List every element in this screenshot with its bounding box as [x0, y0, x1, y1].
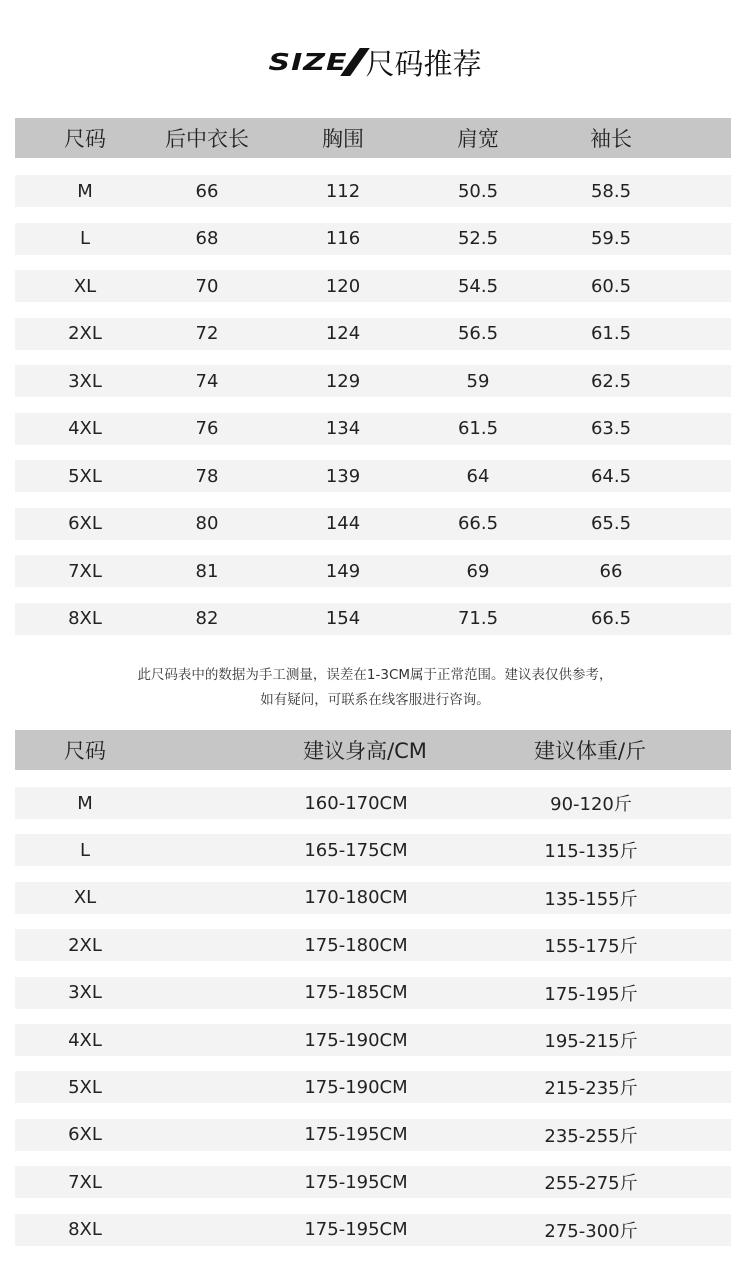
- sleeve-cell: 65.5: [590, 513, 632, 534]
- recommendation-row: [15, 1214, 731, 1246]
- size-cell: 6XL: [68, 513, 102, 534]
- back-length-cell: 74: [195, 370, 219, 392]
- size-cell: L: [79, 228, 91, 249]
- chest-cell: 144: [325, 513, 361, 534]
- measurements-row: [15, 365, 731, 397]
- back-length-cell: 80: [195, 513, 219, 534]
- back-length-cell: 82: [195, 608, 219, 629]
- size-cell: 4XL: [68, 1029, 102, 1051]
- height-cell: 175-180CM: [304, 934, 408, 956]
- header-shoulder: 肩宽: [457, 127, 499, 151]
- size-cell: XL: [73, 275, 97, 297]
- weight-cell: 255-275斤: [544, 1173, 638, 1195]
- weight-cell: 90-120斤: [550, 794, 632, 815]
- shoulder-cell: 52.5: [457, 228, 499, 249]
- recommendation-header-row: [15, 730, 731, 770]
- chest-cell: 112: [325, 180, 361, 202]
- chest-cell: 134: [325, 418, 361, 439]
- height-cell: 175-190CM: [304, 1076, 408, 1098]
- height-cell: 170-180CM: [304, 887, 408, 909]
- shoulder-cell: 59: [466, 370, 490, 392]
- recommendation-row: [15, 834, 731, 866]
- size-cell: 7XL: [68, 560, 102, 582]
- chest-cell: 124: [325, 323, 361, 344]
- weight-cell: 235-255斤: [544, 1125, 638, 1147]
- recommendation-row: [15, 1119, 731, 1151]
- size-cell: 6XL: [68, 1124, 102, 1146]
- height-cell: 175-195CM: [304, 1124, 408, 1146]
- measurements-row: [15, 555, 731, 587]
- size-cell: 3XL: [68, 982, 102, 1004]
- shoulder-cell: 50.5: [457, 180, 499, 202]
- size-cell: L: [79, 839, 91, 861]
- header-size: 尺码: [64, 127, 106, 151]
- note-line-2: 如有疑问，可联系在线客服进行咨询。: [260, 692, 490, 708]
- sleeve-cell: 60.5: [590, 275, 632, 297]
- weight-cell: 275-300斤: [544, 1220, 638, 1242]
- shoulder-cell: 54.5: [457, 275, 499, 297]
- shoulder-cell: 71.5: [457, 608, 499, 629]
- weight-cell: 135-155斤: [544, 888, 638, 910]
- recommendation-row: [15, 1024, 731, 1056]
- recommendation-row: [15, 787, 731, 819]
- recommendation-row: [15, 1166, 731, 1198]
- sleeve-cell: 66: [599, 560, 623, 582]
- title-text: 尺码推荐: [365, 46, 482, 81]
- page-title: [0, 40, 750, 84]
- height-cell: 175-195CM: [304, 1171, 408, 1193]
- size-cell: XL: [73, 887, 97, 909]
- chest-cell: 139: [325, 465, 361, 487]
- recommendation-row: [15, 1071, 731, 1103]
- size-cell: M: [77, 180, 93, 202]
- recommendation-row: [15, 882, 731, 914]
- header-height: 建议身高/CM: [303, 739, 427, 763]
- recommendation-row: [15, 977, 731, 1009]
- back-length-cell: 76: [195, 418, 219, 439]
- back-length-cell: 81: [195, 560, 219, 582]
- chest-cell: 120: [325, 275, 361, 297]
- measurements-row: [15, 175, 731, 207]
- weight-cell: 115-135斤: [544, 841, 638, 863]
- size-cell: 3XL: [68, 370, 102, 392]
- recommendation-row: [15, 929, 731, 961]
- shoulder-cell: 64: [466, 465, 490, 487]
- height-cell: 175-190CM: [304, 1029, 408, 1051]
- chest-cell: 116: [325, 228, 361, 249]
- back-length-cell: 68: [195, 228, 219, 249]
- height-cell: 160-170CM: [304, 792, 408, 814]
- back-length-cell: 66: [195, 180, 219, 202]
- disclaimer-note: [0, 663, 750, 713]
- size-cell: 4XL: [68, 418, 102, 439]
- measurements-row: [15, 223, 731, 255]
- header-weight: 建议体重/斤: [533, 739, 647, 763]
- measurements-row: [15, 603, 731, 635]
- weight-cell: 175-195斤: [544, 983, 638, 1005]
- measurement-header-row: [15, 118, 731, 158]
- size-cell: 5XL: [68, 1076, 102, 1098]
- header-size: 尺码: [64, 739, 106, 763]
- weight-cell: 195-215斤: [544, 1031, 638, 1052]
- sleeve-cell: 58.5: [590, 180, 632, 202]
- weight-cell: 215-235斤: [544, 1078, 638, 1100]
- header-back-length: 后中衣长: [165, 127, 249, 151]
- chest-cell: 154: [325, 608, 361, 629]
- measurements-row: [15, 413, 731, 445]
- height-cell: 175-195CM: [304, 1219, 408, 1241]
- size-cell: 8XL: [68, 1219, 102, 1241]
- size-cell: 5XL: [68, 465, 102, 487]
- size-cell: 8XL: [68, 608, 102, 629]
- measurements-row: [15, 460, 731, 492]
- back-length-cell: 78: [195, 465, 219, 487]
- chest-cell: 149: [325, 560, 361, 582]
- size-cell: M: [77, 792, 93, 814]
- height-cell: 165-175CM: [304, 839, 408, 861]
- sleeve-cell: 66.5: [590, 608, 632, 629]
- measurements-row: [15, 270, 731, 302]
- sleeve-cell: 59.5: [590, 228, 632, 249]
- height-cell: 175-185CM: [304, 982, 408, 1004]
- size-cell: 2XL: [68, 323, 102, 344]
- size-cell: 2XL: [68, 934, 102, 956]
- shoulder-cell: 56.5: [457, 323, 499, 344]
- title-brand: SIZE: [268, 48, 348, 76]
- sleeve-cell: 62.5: [590, 370, 632, 392]
- shoulder-cell: 66.5: [457, 513, 499, 534]
- weight-cell: 155-175斤: [544, 936, 638, 958]
- note-line-1: 此尺码表中的数据为手工测量，误差在1-3CM属于正常范围。建议表仅供参考，: [137, 667, 613, 683]
- back-length-cell: 72: [195, 323, 219, 344]
- shoulder-cell: 61.5: [457, 418, 499, 439]
- back-length-cell: 70: [195, 275, 219, 297]
- chest-cell: 129: [325, 370, 361, 392]
- size-cell: 7XL: [68, 1171, 102, 1193]
- sleeve-cell: 61.5: [590, 323, 632, 344]
- shoulder-cell: 69: [466, 560, 490, 582]
- header-chest: 胸围: [322, 127, 364, 151]
- header-sleeve: 袖长: [590, 127, 632, 151]
- measurements-row: [15, 508, 731, 540]
- sleeve-cell: 63.5: [590, 418, 632, 439]
- sleeve-cell: 64.5: [590, 465, 632, 487]
- measurements-row: [15, 318, 731, 350]
